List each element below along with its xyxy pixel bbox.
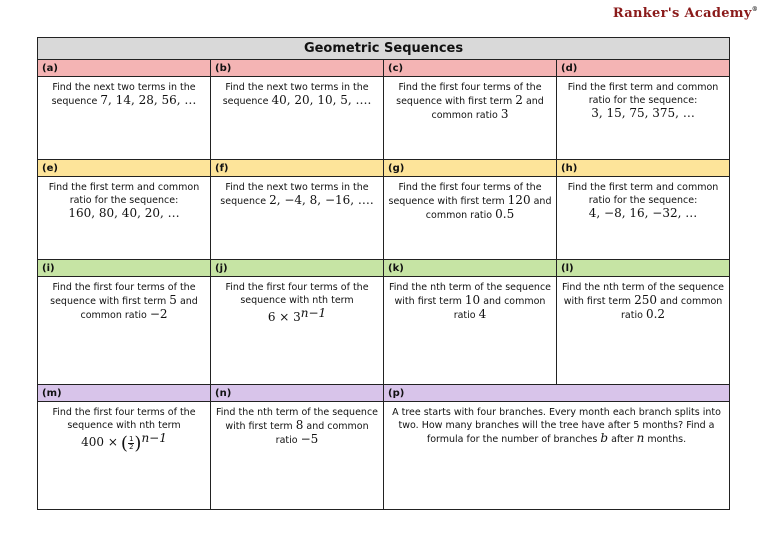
question-i xyxy=(38,277,211,385)
question-n-text: Find the nth term of the sequence with first term xyxy=(215,407,379,432)
question-f-text: Find the next two terms in the sequence xyxy=(220,182,369,207)
question-k-first-term: 10 xyxy=(464,293,481,307)
question-g-first-term: 120 xyxy=(507,193,531,207)
label-e: (e) xyxy=(38,160,211,177)
question-m-math-exponent: n−1 xyxy=(141,431,167,445)
question-k-ratio: 4 xyxy=(478,307,487,321)
question-e xyxy=(38,177,211,260)
question-j-text: Find the first four terms of the sequence with nth term xyxy=(225,282,369,306)
question-k xyxy=(384,277,557,385)
label-l: (l) xyxy=(557,260,730,277)
question-a xyxy=(38,77,211,160)
question-g xyxy=(384,177,557,260)
question-c-text: Find the first four terms of the sequence with first term xyxy=(396,82,542,107)
question-b-math: 40, 20, 10, 5, …. xyxy=(271,93,372,107)
question-c xyxy=(384,77,557,160)
question-m-text: Find the first four terms of the sequence with nth term xyxy=(52,407,196,431)
worksheet-table xyxy=(37,37,730,510)
question-i-first-term: 5 xyxy=(169,293,177,307)
question-n xyxy=(211,402,384,510)
question-d xyxy=(557,77,730,160)
label-g: (g) xyxy=(384,160,557,177)
question-d-math: 3, 15, 75, 375, … xyxy=(591,106,695,120)
question-p-variable-b: b xyxy=(600,431,609,445)
question-h xyxy=(557,177,730,260)
question-m-fraction-denominator: 2 xyxy=(128,443,134,452)
brand-logo: Ranker's Academy® xyxy=(612,6,758,21)
label-b: (b) xyxy=(211,60,384,77)
question-m-fraction-numerator: 1 xyxy=(128,435,134,444)
question-b-text: Find the next two terms in the sequence xyxy=(222,82,369,107)
question-a-text: Find the next two terms in the sequence xyxy=(51,82,196,107)
question-a-math: 7, 14, 28, 56, … xyxy=(100,93,197,107)
brand-logo-text: Ranker's Academy xyxy=(612,6,752,21)
label-f: (f) xyxy=(211,160,384,177)
question-l xyxy=(557,277,730,385)
question-m: Find the first four terms of the sequence with nth term 400 × ( $\frac{1}{2}$ )$^{n-1}$ xyxy=(38,402,211,510)
question-m-coefficient: 400 × xyxy=(81,435,118,450)
question-p-text: A tree starts with four branches. Every month each branch splits into two. How many branches will the tree have after 5 months? Find a formula for the number of branches xyxy=(392,407,721,445)
question-e-math: 160, 80, 40, 20, … xyxy=(68,206,180,220)
question-p-text-after: after xyxy=(611,434,634,445)
question-d-text: Find the first term and common ratio for the sequence: xyxy=(567,82,719,106)
question-i-text2: and common ratio xyxy=(80,296,198,321)
question-i-text: Find the first four terms of the sequence with first term xyxy=(50,282,196,307)
question-p-text-end: months. xyxy=(647,434,687,445)
label-a: (a) xyxy=(38,60,211,77)
question-n-first-term: 8 xyxy=(295,418,304,432)
question-j-math-exponent: n−1 xyxy=(300,306,327,320)
label-c: (c) xyxy=(384,60,557,77)
question-p-variable-n: n xyxy=(636,431,645,445)
label-d: (d) xyxy=(557,60,730,77)
question-n-ratio: −5 xyxy=(300,432,319,446)
label-k: (k) xyxy=(384,260,557,277)
label-i: (i) xyxy=(38,260,211,277)
question-k-text2: and common ratio xyxy=(453,296,546,321)
question-j xyxy=(211,277,384,385)
question-c-first-term: 2 xyxy=(515,93,523,107)
question-h-math: 4, −8, 16, −32, … xyxy=(588,206,698,220)
question-g-text2: and common ratio xyxy=(425,196,552,221)
label-m: (m) xyxy=(38,385,211,402)
label-p: (p) xyxy=(384,385,730,402)
question-f-math: 2, −4, 8, −16, …. xyxy=(269,193,374,207)
question-l-ratio: 0.2 xyxy=(645,307,666,321)
label-j: (j) xyxy=(211,260,384,277)
label-n: (n) xyxy=(211,385,384,402)
question-f xyxy=(211,177,384,260)
question-j-math-base: 6 × 3 xyxy=(267,310,301,325)
question-l-text2: and common ratio xyxy=(621,296,723,321)
question-c-text2: and common ratio xyxy=(431,96,544,121)
question-p xyxy=(384,402,730,510)
question-n-text2: and common ratio xyxy=(275,421,369,446)
worksheet-title: Geometric Sequences xyxy=(38,38,730,60)
question-c-ratio: 3 xyxy=(500,107,509,121)
question-g-text: Find the first four terms of the sequence with first term xyxy=(388,182,542,207)
question-l-text: Find the nth term of the sequence with first term xyxy=(562,282,725,307)
question-k-text: Find the nth term of the sequence with first term xyxy=(388,282,552,307)
question-b xyxy=(211,77,384,160)
label-h: (h) xyxy=(557,160,730,177)
question-e-text: Find the first term and common ratio for the sequence: xyxy=(48,182,200,206)
question-i-ratio: −2 xyxy=(149,307,168,321)
question-l-first-term: 250 xyxy=(634,293,657,307)
question-h-text: Find the first term and common ratio for the sequence: xyxy=(567,182,719,206)
question-g-ratio: 0.5 xyxy=(495,207,515,221)
